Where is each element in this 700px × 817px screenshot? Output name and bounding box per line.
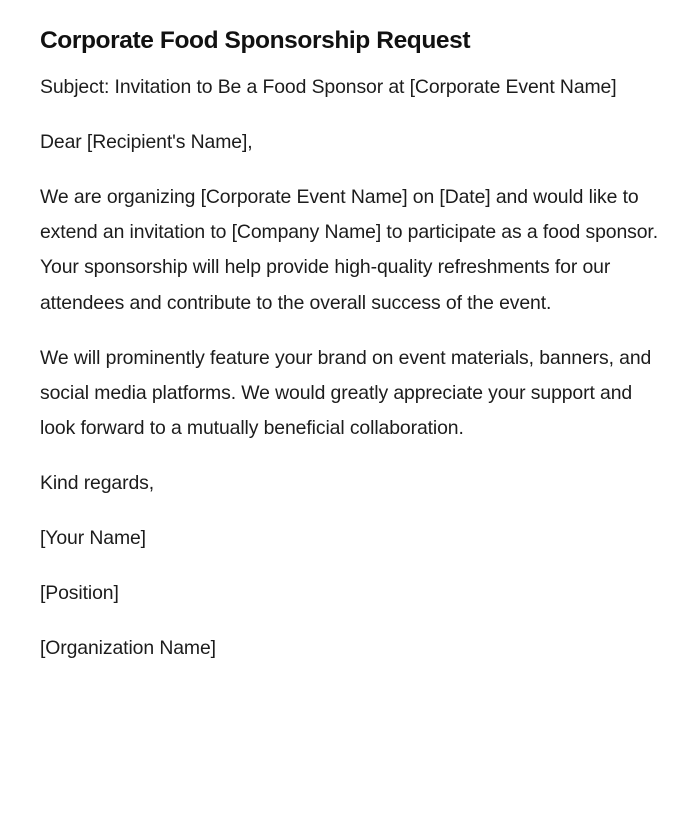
signature-organization: [Organization Name]: [40, 636, 216, 659]
salutation: Dear [Recipient's Name],: [40, 130, 253, 153]
body-paragraph-2: We will prominently feature your brand on event materials, banners, and social media platforms. We would greatly appreciate your support and look forward to a mutually beneficial collaboration.: [40, 346, 652, 440]
document-title: Corporate Food Sponsorship Request: [40, 27, 471, 54]
signature-position: [Position]: [40, 581, 119, 604]
body-paragraph-1: We are organizing [Corporate Event Name] on [Date] and would like to extend an invitation to [Company Name] to participate as a food sponsor. Your sponsorship will help provide high-quality refreshments for our attendees and contribute to the overall success of the event.: [40, 185, 658, 314]
closing: Kind regards,: [40, 472, 155, 495]
signature-name: [Your Name]: [40, 526, 146, 549]
subject-line: Subject: Invitation to Be a Food Sponsor at [Corporate Event Name]: [40, 76, 617, 98]
